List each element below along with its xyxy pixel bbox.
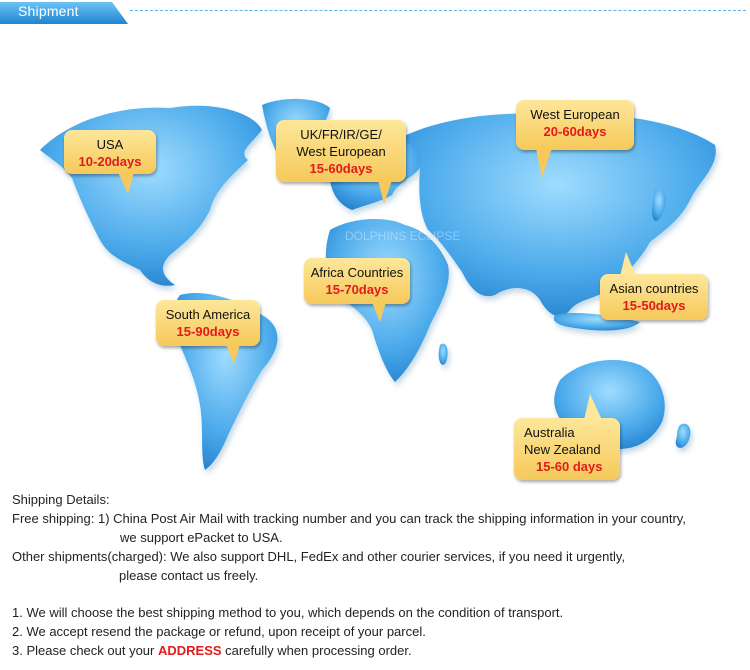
callout-tail <box>620 252 636 276</box>
callout-days: 15-90days <box>176 324 240 339</box>
other-shipments-line-cont: please contact us freely. <box>119 568 259 583</box>
madagascar-shape <box>439 344 448 365</box>
callout-tail <box>584 394 602 420</box>
callout-australia <box>514 418 620 480</box>
callout-region: South America <box>165 307 251 322</box>
details-heading: Shipping Details: <box>12 492 110 507</box>
spacer <box>12 585 746 603</box>
header-divider <box>130 10 746 11</box>
callout-days: 10-20days <box>78 154 142 169</box>
callout-days: 20-60days <box>543 124 607 139</box>
callout-region: Asian countries <box>609 281 699 296</box>
callout-region: USA <box>96 137 124 152</box>
note-2: 2. We accept resend the package or refund, upon receipt of your parcel. <box>12 624 426 639</box>
callout-days: 15-70days <box>325 282 389 297</box>
shipping-details <box>12 490 746 660</box>
section-title: Shipment <box>18 3 79 19</box>
callout-tail <box>118 172 134 194</box>
callout-tail <box>536 148 552 178</box>
callout-tail <box>372 302 386 322</box>
callout-region-line1: Australia <box>524 425 575 440</box>
free-shipping-line-cont: we support ePacket to USA. <box>120 530 283 545</box>
note-1: 1. We will choose the best shipping method to you, which depends on the condition of transport. <box>12 605 564 620</box>
callout-days: 15-60 days <box>536 459 603 474</box>
address-highlight: ADDRESS <box>157 643 222 658</box>
callout-uk-europe <box>276 120 406 182</box>
callout-region: West European <box>530 107 620 122</box>
callout-region-line2: New Zealand <box>524 442 601 457</box>
new-zealand-shape <box>676 424 691 448</box>
callout-tail <box>226 344 240 364</box>
callout-west-european <box>516 100 634 150</box>
note-3-prefix: 3. Please check out your <box>12 643 158 658</box>
callout-tail <box>378 180 392 204</box>
other-shipments-line: Other shipments(charged): We also support DHL, FedEx and other courier services, if you need it urgently, <box>12 549 625 564</box>
callout-region-line1: UK/FR/IR/GE/ <box>300 127 382 142</box>
watermark: DOLPHINS ECLIPSE <box>345 229 461 243</box>
callout-africa <box>304 258 410 304</box>
callout-south-america <box>156 300 260 346</box>
callout-region-line2: West European <box>296 144 386 159</box>
note-3-suffix: carefully when processing order. <box>221 643 412 658</box>
callout-region: Africa Countries <box>310 265 404 280</box>
section-header <box>0 0 750 26</box>
callout-days: 15-60days <box>309 161 373 176</box>
free-shipping-line: Free shipping: 1) China Post Air Mail with tracking number and you can track the shipping information in your country, <box>12 511 686 526</box>
callout-asian-countries <box>600 274 708 320</box>
callout-usa <box>64 130 156 174</box>
callout-days: 15-50days <box>622 298 686 313</box>
note-3 <box>12 641 746 660</box>
